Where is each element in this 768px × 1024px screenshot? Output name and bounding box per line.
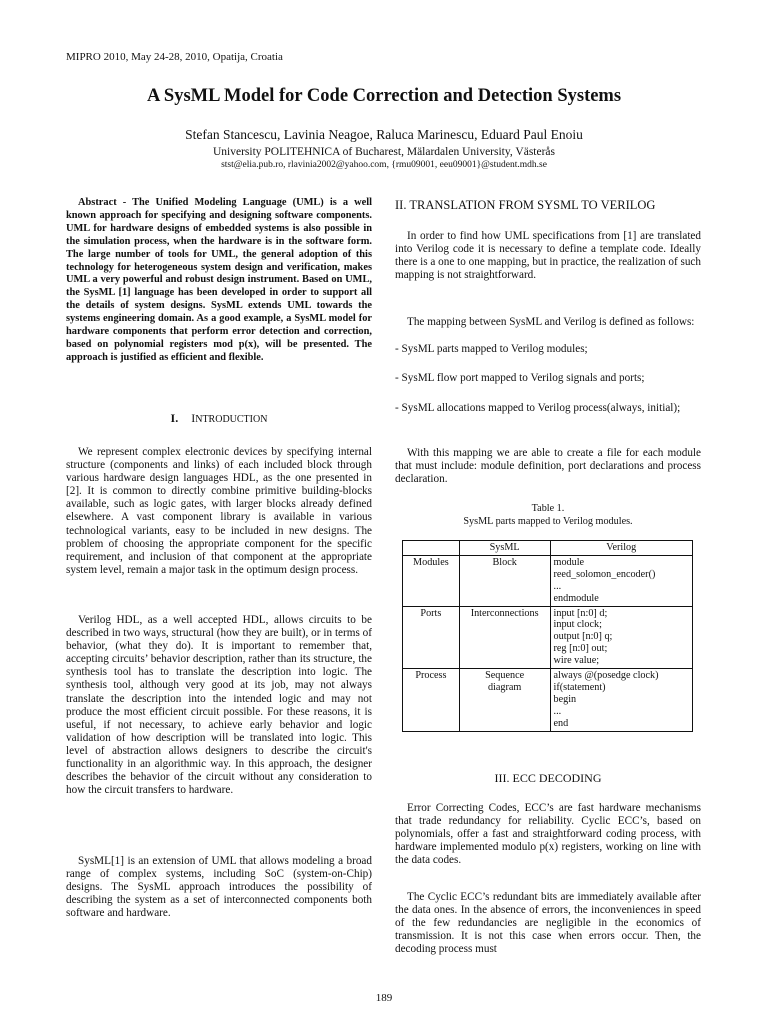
authors: Stefan Stancescu, Lavinia Neagoe, Raluca Marinescu, Eduard Paul Enoiu — [185, 127, 583, 142]
page-number: 189 — [375, 992, 393, 1004]
verilog-line: always @(posedge clock) — [553, 670, 659, 682]
verilog-line: reed_solomon_encoder() — [553, 568, 656, 580]
verilog-line: endmodule — [553, 592, 599, 604]
verilog-line: output [n:0] q; — [553, 631, 613, 643]
verilog-line: end — [553, 717, 569, 729]
table-caption-number: Table 1. — [531, 503, 565, 514]
table-caption — [395, 503, 701, 528]
section2-p1-text: In order to find how UML specifications from [1] are translated into Verilog code it is necessary to define a template code. Ideally there is a one to one mapping, but in practice, the realization of such mapping is not straightforward. — [395, 230, 701, 282]
intro-paragraph-3 — [66, 855, 372, 920]
emails: stst@elia.pub.ro, rlavinia2002@yahoo.com, {rmu09001, eeu09001}@student.mdh.se — [221, 160, 547, 170]
table-cell-sysml: Sequence diagram — [459, 669, 550, 732]
table-cell-verilog — [550, 555, 692, 606]
section3-paragraph-2 — [395, 891, 701, 956]
table-cell-sysml: Block — [459, 555, 550, 606]
section3-paragraph-1 — [395, 802, 701, 867]
section2-paragraph-2 — [395, 316, 701, 329]
table-row — [403, 606, 693, 669]
intro-heading — [66, 411, 372, 426]
table-header-row — [403, 541, 693, 556]
verilog-line: module — [553, 556, 585, 568]
section3-p1-text: Error Correcting Codes, ECC’s are fast hardware mechanisms that trade redundancy for reliability. Cyclic ECC’s, based on polynomials, offer a fast and straightforward coding process, with hardware implemented modulo p(x) registers, working on line with the data codes. — [395, 802, 701, 867]
table-cell-kind: Ports — [403, 606, 460, 669]
table-row — [403, 555, 693, 606]
table-header-cell: Verilog — [550, 541, 692, 556]
verilog-line: wire value; — [553, 655, 600, 667]
table-row — [403, 669, 693, 732]
intro-p1-text: We represent complex electronic devices by specifying internal structure (components and links) of each included block through various hardware design languages HDL, as the one presented in [2]. It is common to directly combine primitive building-blocks available, such as logic gates, with larger blocks already defined elsewhere. A vast component library is available in various technological variants, easy to be included in new designs. The problem of choosing the appropriate component for the specific requirement, and inclusion of that component at the appropriate system level, remain a major task in the optimum design process. — [66, 446, 372, 576]
verilog-line: ... — [553, 705, 562, 717]
abstract — [66, 197, 372, 365]
section2-p3-text: With this mapping we are able to create a file for each module that must include: module definition, port declarations and process declaration. — [395, 447, 701, 486]
table-header-cell: SysML — [459, 541, 550, 556]
mapping-bullet-3: - SysML allocations mapped to Verilog process(always, initial); — [395, 402, 681, 414]
table-cell-kind: Modules — [403, 555, 460, 606]
intro-heading-initial: I — [191, 411, 196, 425]
intro-p2-text: Verilog HDL, as a well accepted HDL, allows circuits to be described in two ways, structural (how they are built), or in terms of behavior, (what they do). It is important to remember that, accepting circuits’ behavior description, rather than its structure, the synthesis tool has to translate the description into logic. The synthesis tool, although very good at its job, may not always translate the description into the intended logic and may not produce the most efficient circuit possible. For these reasons, it is useful, if not necessary, to achieve early behavior and logic validation of how description will be translated into logic. This level of abstraction allows designers to describe the circuit's functionality in an algorithmic way. In this approach, the designer describes the behavior of the circuit without any consideration to how the circuit transfers to hardware. — [66, 614, 372, 797]
section3-heading: III. ECC DECODING — [494, 771, 602, 785]
section2-heading: II. TRANSLATION FROM SYSML TO VERILOG — [395, 198, 656, 212]
section2-paragraph-3 — [395, 447, 701, 486]
mapping-table — [402, 540, 693, 732]
mapping-bullet-1: - SysML parts mapped to Verilog modules; — [395, 343, 588, 355]
intro-paragraph-1 — [66, 446, 372, 577]
intro-heading-rest: NTRODUCTION — [195, 414, 268, 425]
table-cell-sysml: Interconnections — [459, 606, 550, 669]
table-cell-verilog — [550, 606, 692, 669]
section2-p2-text: The mapping between SysML and Verilog is defined as follows: — [407, 316, 695, 328]
verilog-line: input [n:0] d; — [553, 607, 608, 619]
paper-title: A SysML Model for Code Correction and Detection Systems — [146, 86, 622, 106]
intro-p3-text: SysML[1] is an extension of UML that allows modeling a broad range of complex systems, including SoC (system-on-Chip) designs. The SysML approach introduces the possibility of describing the system as a set of interconnected components both software and hardware. — [66, 855, 372, 920]
intro-heading-number: I. — [170, 411, 179, 425]
verilog-line: ... — [553, 580, 562, 592]
verilog-line: input clock; — [553, 619, 602, 631]
affiliation: University POLITEHNICA of Bucharest, Mälardalen University, Västerås — [212, 146, 556, 158]
verilog-line: reg [n:0] out; — [553, 643, 608, 655]
conference-line: MIPRO 2010, May 24-28, 2010, Opatija, Croatia — [66, 51, 283, 63]
table-cell-verilog — [550, 669, 692, 732]
verilog-line: begin — [553, 693, 577, 705]
section2-paragraph-1 — [395, 230, 701, 282]
intro-paragraph-2 — [66, 614, 372, 797]
mapping-bullet-2: - SysML flow port mapped to Verilog signals and ports; — [395, 372, 645, 384]
abstract-text: Abstract - The Unified Modeling Language (UML) is a well known approach for specifying and designing software components. UML for hardware designs of embedded systems is also possible in the simulation process, when the hardware is in the software form. The large number of tools for UML, the general adoption of this technology for heterogeneous system design and verification, makes UML a very powerful and robust design instrument. Based on UML, the SysML [1] language has been developed in order to support all the details of system designs. SysML extends UML towards the systems engineering domain. As a good example, a SysML model for hardware components that perform error detection and correction, based on polynomial registers mod p(x), will be presented. The approach is justified as efficient and flexible. — [66, 197, 372, 363]
verilog-line: if(statement) — [553, 681, 606, 693]
table-header-cell — [403, 541, 460, 556]
table-cell-kind: Process — [403, 669, 460, 732]
section3-p2-text: The Cyclic ECC’s redundant bits are immediately available after the data ones. In the absence of errors, the inconveniences in speed of the few redundancies are negligible in the economics of transmission. It is not this case when errors occur. Then, the decoding process must — [395, 891, 701, 956]
table-caption-title: SysML parts mapped to Verilog modules. — [463, 515, 633, 527]
